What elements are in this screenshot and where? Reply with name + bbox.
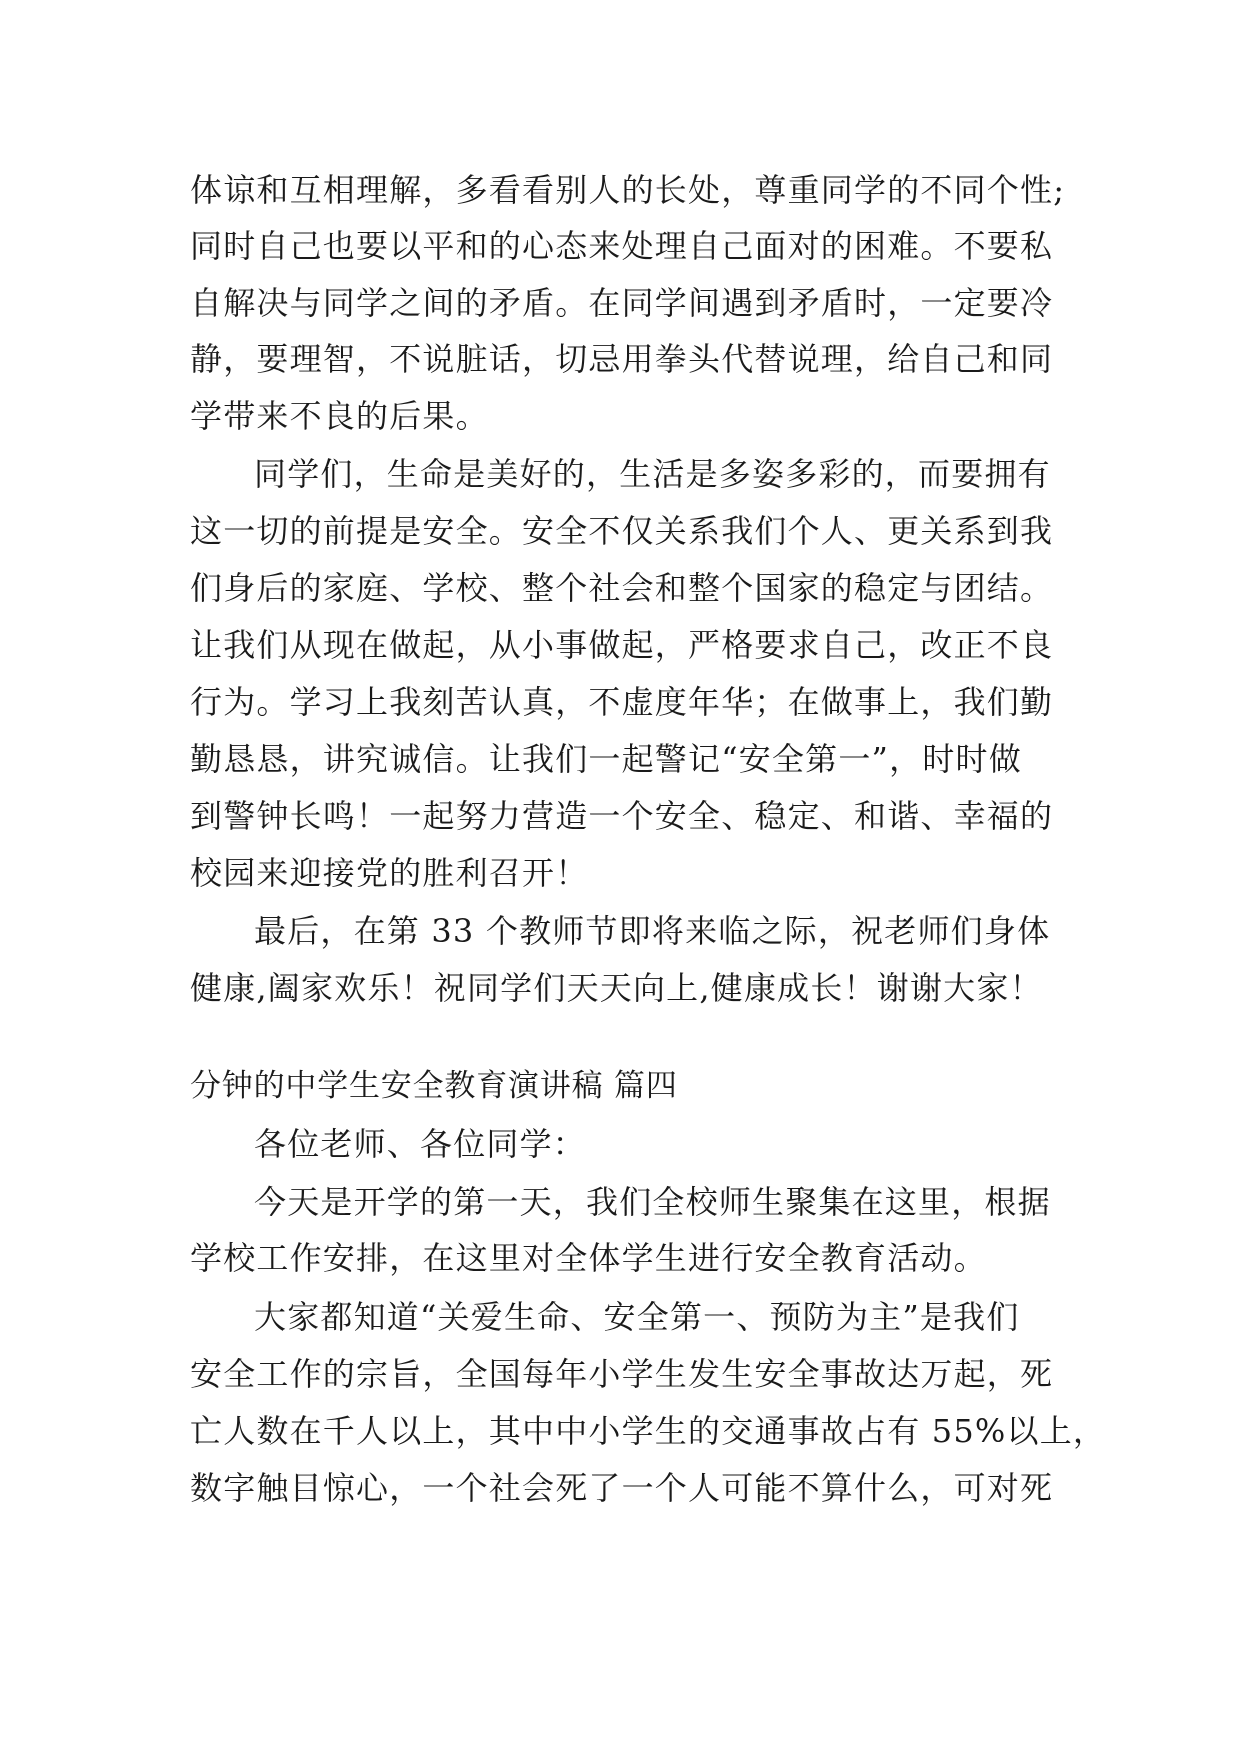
text-line: 学校工作安排，在这里对全体学生进行安全教育活动。 — [190, 1239, 987, 1277]
text-line: 健康,阖家欢乐！祝同学们天天向上,健康成长！谢谢大家！ — [190, 969, 1043, 1007]
paragraph-start-line: 同学们，生命是美好的，生活是多姿多彩的，而要拥有 — [254, 455, 1051, 493]
text-line: 到警钟长鸣！一起努力营造一个安全、稳定、和谐、幸福的 — [190, 797, 1054, 835]
text-line: 勤恳恳，讲究诚信。让我们一起警记“安全第一”，时时做 — [190, 740, 1022, 778]
text-line: 安全工作的宗旨，全国每年小学生发生安全事故达万起，死 — [190, 1355, 1054, 1393]
text-line: 体谅和互相理解，多看看别人的长处，尊重同学的不同个性; — [190, 171, 1066, 209]
text-line: 让我们从现在做起，从小事做起，严格要求自己，改正不良 — [190, 626, 1054, 664]
text-line: 学带来不良的后果。 — [190, 397, 489, 435]
text-line: 亡人数在千人以上，其中中小学生的交通事故占有 55%以上， — [190, 1412, 1107, 1450]
text-line: 同时自己也要以平和的心态来处理自己面对的困难。不要私 — [190, 227, 1054, 265]
section-heading: 分钟的中学生安全教育演讲稿 篇四 — [190, 1068, 678, 1104]
salutation-line: 各位老师、各位同学： — [254, 1125, 587, 1163]
text-line: 校园来迎接党的胜利召开！ — [190, 854, 589, 892]
paragraph-start-line: 最后，在第 33 个教师节即将来临之际，祝老师们身体 — [254, 912, 1051, 950]
paragraph-start-line: 今天是开学的第一天，我们全校师生聚集在这里，根据 — [254, 1183, 1051, 1221]
text-line: 数字触目惊心，一个社会死了一个人可能不算什么，可对死 — [190, 1469, 1054, 1507]
text-line: 这一切的前提是安全。安全不仅关系我们个人、更关系到我 — [190, 512, 1054, 550]
text-line: 们身后的家庭、学校、整个社会和整个国家的稳定与团结。 — [190, 569, 1054, 607]
text-line: 静，要理智，不说脏话，切忌用拳头代替说理，给自己和同 — [190, 340, 1054, 378]
text-line: 行为。学习上我刻苦认真，不虚度年华；在做事上，我们勤 — [190, 683, 1054, 721]
paragraph-start-line: 大家都知道“关爱生命、安全第一、预防为主”是我们 — [254, 1298, 1020, 1336]
text-line: 自解决与同学之间的矛盾。在同学间遇到矛盾时，一定要冷 — [190, 284, 1054, 322]
